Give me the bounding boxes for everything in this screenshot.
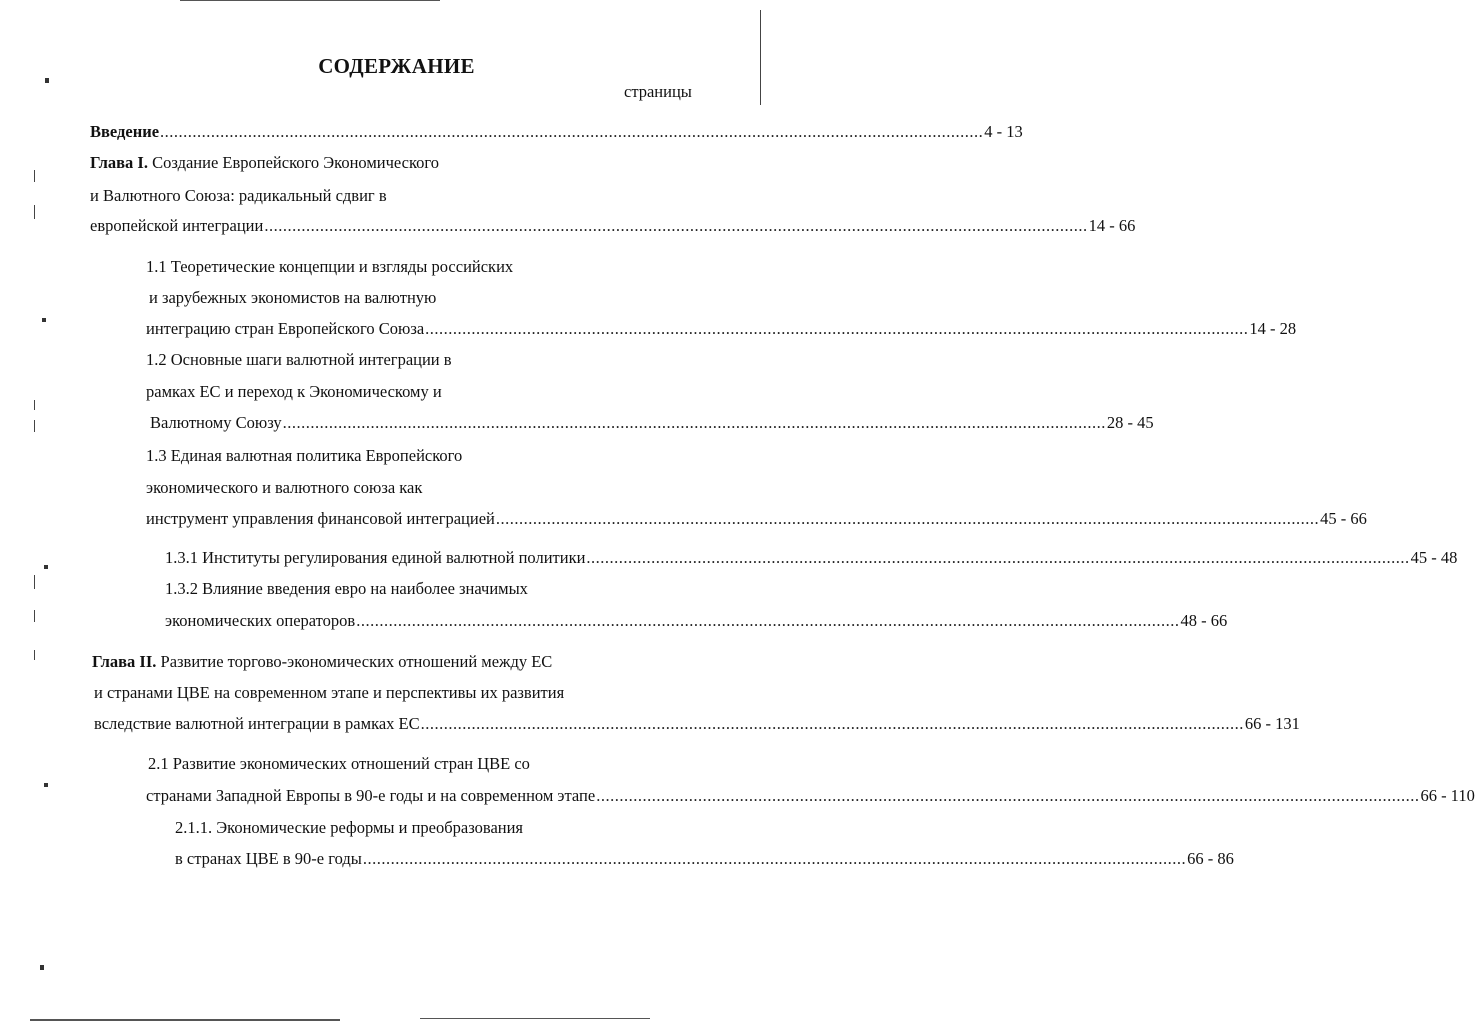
- scan-tick: [34, 650, 35, 660]
- toc-entry-label: Валютному Союзу: [150, 413, 282, 432]
- dot-leader: ..................................................................................................................................................................................: [282, 413, 1106, 432]
- chapter-title: Развитие торгово-экономических отношений между ЕС: [160, 652, 553, 671]
- scan-speck: [44, 783, 48, 787]
- toc-entry-label: странами Западной Европы в 90-е годы и на современном этапе: [146, 786, 596, 805]
- scan-edge-top: [180, 0, 440, 1]
- scan-tick: [34, 610, 35, 622]
- chapter-title: Создание Европейского Экономического: [152, 153, 439, 172]
- toc-entry-label: вследствие валютной интеграции в рамках ЕС: [94, 714, 420, 733]
- scan-tick: [34, 420, 35, 432]
- toc-entry-label: 1.3.1 Институты регулирования единой валютной политики: [165, 548, 586, 567]
- toc-entry-pages: 45 - 66: [1320, 509, 1367, 528]
- dot-leader: ..................................................................................................................................................................................: [362, 849, 1187, 868]
- toc-section-1-1-line-1: 1.1 Теоретические концепции и взгляды российских: [146, 257, 514, 276]
- toc-entry-label: инструмент управления финансовой интеграцией: [146, 509, 495, 528]
- toc-subsection-1-3-1: [165, 548, 1458, 568]
- scan-speck: [40, 965, 44, 970]
- toc-entry-pages: 45 - 48: [1410, 548, 1458, 567]
- toc-entry-label: экономических операторов: [165, 611, 356, 630]
- toc-subsection-1-3-2-line-2: [165, 611, 1228, 631]
- scan-edge-bottom-2: [420, 1018, 650, 1019]
- toc-subsection-1-3-2-line-1: 1.3.2 Влияние введения евро на наиболее значимых: [165, 579, 528, 598]
- pages-column-label: страницы: [624, 82, 692, 101]
- toc-entry-label: Введение: [90, 122, 160, 141]
- toc-entry-pages: 14 - 66: [1088, 216, 1136, 235]
- toc-section-2-1-line-1: 2.1 Развитие экономических отношений стран ЦВЕ со: [148, 754, 530, 773]
- toc-entry-intro: [90, 122, 1023, 142]
- dot-leader: ..................................................................................................................................................................................: [356, 611, 1180, 630]
- toc-section-1-2-line-3: [150, 413, 1154, 433]
- dot-leader: ..................................................................................................................................................................................: [495, 509, 1320, 528]
- toc-chapter-1-line-3: [90, 216, 1136, 236]
- toc-subsection-2-1-1-line-1: 2.1.1. Экономические реформы и преобразования: [175, 818, 524, 837]
- page-title: СОДЕРЖАНИЕ: [318, 54, 475, 78]
- toc-subsection-2-1-1-line-2: [175, 849, 1234, 869]
- scan-tick: [34, 205, 35, 219]
- chapter-prefix: Глава II.: [92, 652, 157, 671]
- toc-entry-label: интеграцию стран Европейского Союза: [146, 319, 425, 338]
- toc-chapter-2-line-3: [94, 714, 1300, 734]
- toc-section-1-2-line-2: рамках ЕС и переход к Экономическому и: [146, 382, 442, 401]
- toc-entry-pages: 66 - 110: [1420, 786, 1475, 805]
- dot-leader: ..................................................................................................................................................................................: [425, 319, 1249, 338]
- chapter-prefix: Глава I.: [90, 153, 148, 172]
- dot-leader: ..................................................................................................................................................................................: [420, 714, 1244, 733]
- toc-section-1-3-line-1: 1.3 Единая валютная политика Европейского: [146, 446, 463, 465]
- scan-edge-bottom: [30, 1019, 340, 1021]
- toc-entry-pages: 66 - 86: [1187, 849, 1234, 868]
- toc-entry-pages: 14 - 28: [1249, 319, 1297, 338]
- toc-section-2-1-line-2: [146, 786, 1475, 806]
- toc-entry-label: в странах ЦВЕ в 90-е годы: [175, 849, 362, 868]
- toc-entry-label: европейской интеграции: [90, 216, 264, 235]
- toc-section-1-2-line-1: 1.2 Основные шаги валютной интеграции в: [146, 350, 452, 369]
- toc-chapter-1-line-1: [90, 153, 439, 173]
- scan-tick: [34, 170, 35, 182]
- toc-section-1-3-line-2: экономического и валютного союза как: [146, 478, 423, 497]
- toc-entry-pages: 66 - 131: [1244, 714, 1300, 733]
- dot-leader: ..................................................................................................................................................................................: [160, 122, 984, 141]
- toc-chapter-1-line-2: и Валютного Союза: радикальный сдвиг в: [90, 186, 387, 205]
- scan-speck: [42, 318, 46, 322]
- toc-section-1-3-line-3: [146, 509, 1367, 529]
- toc-entry-pages: 4 - 13: [984, 122, 1023, 141]
- toc-entry-pages: 28 - 45: [1106, 413, 1154, 432]
- toc-entry-pages: 48 - 66: [1180, 611, 1228, 630]
- toc-chapter-2-line-2: и странами ЦВЕ на современном этапе и перспективы их развития: [94, 683, 565, 702]
- toc-section-1-1-line-3: [146, 319, 1297, 339]
- dot-leader: ..................................................................................................................................................................................: [264, 216, 1088, 235]
- dot-leader: ..................................................................................................................................................................................: [596, 786, 1420, 805]
- toc-chapter-2-line-1: [92, 652, 552, 672]
- dot-leader: ..................................................................................................................................................................................: [586, 548, 1410, 567]
- toc-section-1-1-line-2: и зарубежных экономистов на валютную: [149, 288, 437, 307]
- scan-tick: [34, 400, 35, 410]
- scan-speck: [44, 565, 48, 569]
- scan-tick: [34, 575, 35, 589]
